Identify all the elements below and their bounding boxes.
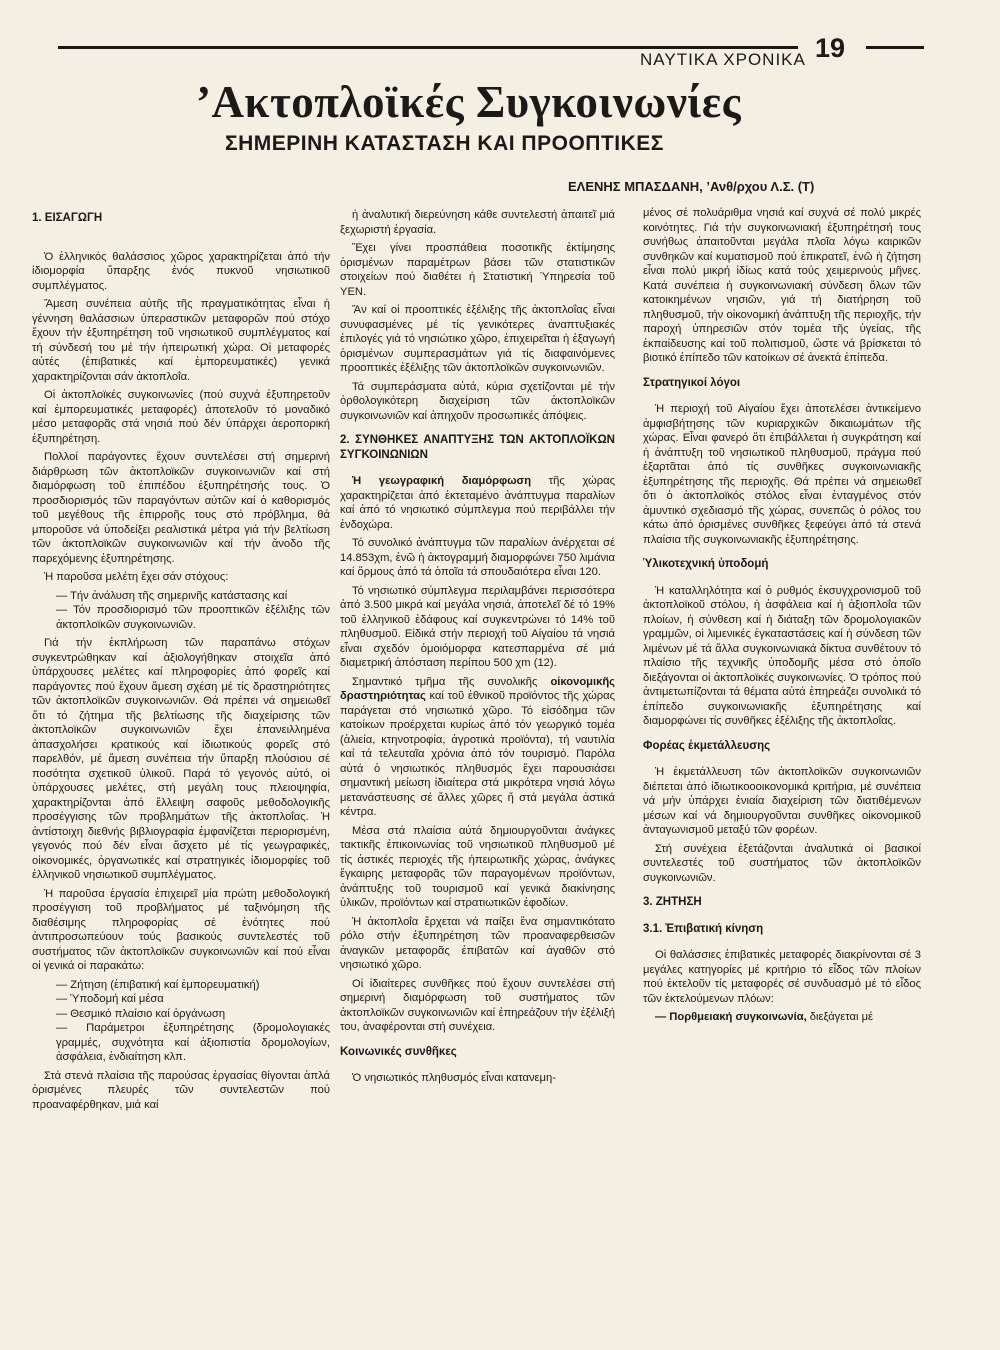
paragraph-text: διεξάγεται μέ <box>806 1011 874 1023</box>
list-item: — Ζήτηση (ἐπιβατική καί ἐμπορευματική) <box>56 978 260 991</box>
factors-list <box>32 978 330 1065</box>
column-2 <box>340 208 615 1090</box>
column-3 <box>643 206 921 1029</box>
list-item: — Τήν ἀνάλυση τῆς σημερινῆς κατάστασης καί <box>56 589 288 602</box>
paragraph: Ἡ παροῦσα μελέτη ἔχει σάν στόχους: <box>44 571 229 583</box>
page-number: 19 <box>815 33 846 63</box>
paragraph: Οἱ ἰδιαίτερες συνθῆκες πού ἔχουν συντελέσει στή σημερινή διαμόρφωση τοῦ συστήματος τῶν ἀκτοπλοϊκῶν συγκοινωνιῶν καί ἐπηρεάζουν τήν ἐξέλιξή του, ἀναφέρονται στή συνέχεια. <box>340 977 615 1033</box>
paragraph: Ἔχει γίνει προσπάθεια ποσοτικῆς ἐκτίμησης ὁρισμένων παραμέτρων βάσει τῶν στατιστικῶν στοιχείων πού διαθέτει ἡ Στατιστική Ὑπηρεσία τοῦ ΥΕΝ. <box>340 242 615 298</box>
subheading-passenger-traffic: 3.1. Ἐπιβατική κίνηση <box>643 922 764 935</box>
paragraph: Ὁ ἑλληνικός θαλάσσιος χῶρος χαρακτηρίζεται ἀπό τήν ἰδιομορφία ὕπαρξης ἑνός πυκνοῦ νησιωτικοῦ συμπλέγματος. <box>32 250 330 292</box>
bold-term: οἰκονομικῆς δραστηριότητας <box>340 675 615 702</box>
paragraph: Ἄμεση συνέπεια αὐτῆς τῆς πραγματικότητας εἶναι ἡ γέννηση θαλάσσιων ὑπεραστικῶν μεταφορῶν πού στόχο ἔχουν τήν ἐξυπηρέτηση τοῦ νησιωτικοῦ συμπλέγματος καί τή σύνδεσή του μέ τήν ἠπειρωτική χώρα. Οἱ μεταφορές αὐτές (ἐπιβατικές καί ἐμπορευματικές) γενικά χαρακτηρίζονται σάν ἀκτοπλοΐα. <box>32 298 330 383</box>
paragraph: Οἱ θαλάσσιες ἐπιβατικές μεταφορές διακρίνονται σέ 3 μεγάλες κατηγορίες μέ κριτήριο τό εἶδος τῶν πλοίων πού ἐκτελοῦν τίς μεταφορές σέ συνδυασμό μέ τό εἶδος τῶν ἐκτελούμενων πλόων: <box>643 949 921 1005</box>
list-item: — Ὑποδομή καί μέσα <box>56 993 164 1005</box>
header-rule-left <box>58 46 798 49</box>
list-item: — Θεσμικό πλαίσιο καί ὀργάνωση <box>56 1007 226 1020</box>
paragraph: Τά συμπεράσματα αὐτά, κύρια σχετίζονται μέ τήν ὀρθολογικότερη διαχείριση τῶν ἀκτοπλοϊκῶν συγκοινωνιῶν καί ἀπηχοῦν προσωπικές ἀπόψεις. <box>340 380 615 422</box>
article-title: ’Ακτοπλοϊκές Συγκοινωνίες <box>196 77 742 127</box>
paragraph: Γιά τήν ἐκπλήρωση τῶν παραπάνω στόχων συγκεντρώθηκαν καί ἀξιολογήθηκαν στοιχεῖα ἀπό ὑπάρχουσες μελέτες καί πληροφορίες ἀπό φορεῖς καί παράγοντες πού ἔχουν ἄμεση σχέση μέ τίς δραστηριότητες τῶν ἀκτοπλοϊκῶν συγκοινωνιῶν. Θά πρέπει νά σημειωθεῖ ὅτι τό ζήτημα τῆς βελτίωσης τῆς διαχείρισης τῶν ἀκτοπλοϊκῶν συγκοινωνιῶν ἔχει ἐπανειλλημένα ἀπασχολήσει κρατικούς καί ἰδιωτικούς φορεῖς στό παρελθόν, μέ ἄμεση συνέπεια τήν ὕπαρξη πλούσιου σέ ποσότητα σχετικοῦ ὑλικοῦ. Παρά τό γεγονός αὐτό, οἱ ὑπάρχουσες μελέτες, στή μεγάλη τους πλειοψηφία, χαρακτηρίζονται ἀπό ἔλλειψη σαφοῦς μεθοδολογικῆς προσέγγισης τῶν προβλημάτων τῆς ἀκτοπλοΐας. Ἡ ἀντίστοιχη διεθνής βιβλιογραφία ἐμφανίζεται περιορισμένη, γεγονός πού δέν εἶναι ἄσχετο μέ τίς γεωγραφικές, οἰκονομικές, ὀργανωτικές καί στρατηγικές ἰδιομορφίες τοῦ ἑλληνικοῦ νησιωτικοῦ συμπλέγματος. <box>32 637 330 881</box>
paragraph: ἡ ἀναλυτική διερεύνηση κάθε συντελεστή ἀπαιτεῖ μιά ξεχωριστή ἐργασία. <box>340 209 615 236</box>
bold-term: Ἡ γεωγραφική διαμόρφωση <box>352 475 532 487</box>
paragraph: Οἱ ἀκτοπλοϊκές συγκοινωνίες (πού συχνά ἐξυπηρετοῦν καί ἐμπορευματικές μεταφορές) ἀποτελοῦν τό μοναδικό μέσο μεταφορᾶς στά νησιά πού δέν ὑπάρχει ἀεροπορική ἐξυπηρέτηση. <box>32 389 330 445</box>
paragraph: Τό νησιωτικό σύμπλεγμα περιλαμβάνει περισσότερα ἀπό 3.500 μικρά καί μεγάλα νησιά, ἀποτελεῖ δέ τό 19% τοῦ ἑλληνικοῦ ἐδάφους καί συγκεντρώνει τό 14% τοῦ πληθυσμοῦ. Εἰδικά στήν περιοχή τοῦ Αἰγαίου τά νησιά εἶναι σχεδόν ὁμοιόμορφα κατεσπαρμένα σέ μιά διαμετρική ἀπόσταση περίπου 500 χm (12). <box>340 584 615 669</box>
paragraph-text: Σημαντικό τμῆμα τῆς συνολικῆς <box>352 675 551 688</box>
paragraph: Ἡ ἀκτοπλοΐα ἔρχεται νά παίξει ἕνα σημαντικότατο ρόλο στήν ἐξυπηρέτηση τῶν προαναφερθεισῶν ἀναγκῶν μεταφορᾶς ἐπιβατῶν καί ἀγαθῶν στό νησιωτικό χῶρο. <box>340 915 615 971</box>
paragraph <box>643 1010 921 1025</box>
section-heading-conditions: 2. ΣΥΝΘΗΚΕΣ ΑΝΑΠΤΥΞΗΣ ΤΩΝ ΑΚΤΟΠΛΟΪΚΩΝ ΣΥΓΚΟΙΝΩΝΙΩΝ <box>340 434 615 461</box>
header-rule-right <box>866 46 924 49</box>
paragraph: Στή συνέχεια ἐξετάζονται ἀναλυτικά οἱ βασικοί συντελεστές τοῦ συστήματος τῶν ἀκτοπλοϊκῶν συγκοινωνιῶν. <box>643 842 921 884</box>
paragraph: μένος σέ πολυάριθμα νησιά καί συχνά σέ πολύ μικρές κοινότητες. Γιά τήν συγκοινωνιακή ἐξυπηρέτησή τους συνήθως ἀπαιτοῦνται μεγάλα πλοῖα λόγω καιρικῶν συνθηκῶν καί κυματισμοῦ πού ἐπικρατεῖ, ἐνῶ ἡ ζήτηση εἶναι πολύ μικρή ἰδίως κατά τούς χειμερινούς μῆνες. Κατά συνέπεια ἡ συγκοινωνιακή σύνδεση ὅλων τῶν κατοικημένων νησιῶν, γιά τή διατήρηση τοῦ πληθυσμοῦ, τήν οἰκονομική ἀνάπτυξη τῆς περιοχῆς, τήν παροχή ὑπηρεσιῶν στόν τομέα τῆς ὑγείας, τῆς ἐκπαίδευσης καί τοῦ πολιτισμοῦ, ὥστε νά βρίσκεται τό βιοτικό ἐπίπεδο τῶν κατοίκων σέ ἀνεκτά ἐπίπεδα. <box>643 207 921 364</box>
bold-term: — Πορθμειακή συγκοινωνία, <box>655 1011 807 1023</box>
subheading-operator: Φορέας ἐκμετάλλευσης <box>643 739 771 752</box>
article-author: ΕΛΕΝΗΣ ΜΠΑΣΔΑΝΗ, ’Ανθ/ρχου Λ.Σ. (Τ) <box>568 179 815 194</box>
paragraph: Ἄν καί οἱ προοπτικές ἐξέλιξης τῆς ἀκτοπλοΐας εἶναι συνυφασμένες μέ τίς γενικότερες ἀναπτυξιακές ἐπιλογές γιά τό νησιώτικο χῶρο, ἐπιχειρεῖται ἡ ἐξαγωγή ὁρισμένων συμπερασμάτων γιά τίς διαφαινόμενες προοπτικές ἐξέλιξης τῶν ἀκτοπλοϊκῶν συγκοινωνιῶν. <box>340 304 615 374</box>
column-1 <box>32 207 330 1116</box>
article-subtitle: ΣΗΜΕΡΙΝΗ ΚΑΤΑΣΤΑΣΗ ΚΑΙ ΠΡΟΟΠΤΙΚΕΣ <box>225 132 664 155</box>
paragraph: Ἡ περιοχή τοῦ Αἰγαίου ἔχει ἀποτελέσει ἀντικείμενο ἀμφισβήτησης τῶν κυριαρχικῶν δικαιωμάτων τῆς χώρας. Εἶναι φανερό ὅτι ἐπιβάλλεται ἡ συγκράτηση καί ἡ ἀνάπτυξη τοῦ νησιωτικοῦ πληθυσμοῦ, πράγμα πού ἐξαρτᾶται ἀπό τίς συνθῆκες συγκοινωνιακῆς ἐξυπηρέτησης τῆς περιοχῆς. Θά πρέπει νά σημειωθεῖ ὅτι ὁ ἀκτοπλοϊκός στόλος εἶναι ἐνταγμένος στόν ἀμυντικό σχεδιασμό τῆς χώρας, συνεπῶς ὁ ρόλος του κάτω ἀπό ὁρισμένες συνθῆκες ξεφεύγει ἀπό τά στενά πλαίσια τῆς συγκοινωνιακῆς ἐξυπηρέτησης. <box>643 403 921 546</box>
list-item: — Τόν προσδιορισμό τῶν προοπτικῶν ἐξέλιξης τῶν ἀκτοπλοϊκῶν συγκοινωνιῶν. <box>56 604 330 631</box>
section-heading-intro: 1. ΕΙΣΑΓΩΓΗ <box>32 212 103 224</box>
paragraph-text: καί τοῦ ἐθνικοῦ προϊόντος τῆς χώρας παράγεται στό νησιωτικό χῶρο. Τό εἰσόδημα τῶν κατοίκων προέρχεται κυρίως ἀπό τόν γεωργικό τομέα (ἁλιεία, κτηνοτροφία, ἀγροτικά προϊόντα), τή ναυτιλία καί τά τελευταῖα χρόνια ἀπό τόν τουρισμό. Παρόλα αὐτά ὁ νησιωτικός πληθυσμός ἔχει παρουσιάσει σημαντική μείωση ἰδιαίτερα στά μικρότερα νησιά λόγω μετανάστευσης σέ ἄλλες χῶρες ἤ στά μεγάλα ἀστικά κέντρα. <box>340 690 615 818</box>
subheading-strategic: Στρατηγικοί λόγοι <box>643 376 741 389</box>
paragraph: Πολλοί παράγοντες ἔχουν συντελέσει στή σημερινή διάρθρωση τῶν ἀκτοπλοϊκῶν συγκοινωνιῶν καί στή διαμόρφωση τοῦ ἐπιπέδου ἐξυπηρέτησής τους. Ὁ προσδιορισμός τῶν παραγόντων αὐτῶν καί ὁ καθορισμός τοῦ μεγέθους τῆς ἐπιρροῆς τους στό πρόβλημα, θά μποροῦσε νά ὑποδείξει ρεαλιστικά μέτρα γιά τήν βελτίωση τῶν ἀκτοπλοϊκῶν συγκοινωνιῶν καί τήν ἄνοδο τῆς παρεχόμενης ἐξυπηρέτησης. <box>32 451 330 565</box>
paragraph: Ἡ ἐκμετάλλευση τῶν ἀκτοπλοϊκῶν συγκοινωνιῶν διέπεται ἀπό ἰδιωτικοοοικονομικά κριτήρια, μέ συνέπεια νά μήν ὑπάρχει ἑνιαία διαχείριση τῶν διατιθέμενων μέσων καί νά δημιουργοῦνται συνθῆκες οἰκονομικοῦ ἀνταγωνισμοῦ μεταξύ τῶν φορέων. <box>643 766 921 836</box>
subheading-infrastructure: Ὑλικοτεχνική ὑποδομή <box>643 558 769 570</box>
paragraph-text: τῆς χώρας χαρακτηρίζεται ἀπό ἐκτεταμένο ἀνάπτυγμα παραλίων καί ἀπό τό νησιωτικό σύμπλεγμα πού περιβάλλει τήν ἐνδοχώρα. <box>340 475 616 531</box>
paragraph: Ὁ νησιωτικός πληθυσμός εἶναι κατανεμη- <box>352 1072 556 1084</box>
list-item: — Παράμετροι ἐξυπηρέτησης (δρομολογιακές γραμμές, συχνότητα καί ἀξιοπιστία δρομολογίων, ἀσφάλεια, ἐνδιαίτηση κλπ. <box>56 1022 330 1063</box>
paragraph: Ἡ καταλληλότητα καί ὁ ρυθμός ἐκσυγχρονισμοῦ τοῦ ἀκτοπλοϊκοῦ στόλου, ἡ ἀσφάλεια καί ἡ ἀξιοπλοΐα τῶν πλοίων, ἡ σύνθεση καί ἡ διάταξη τῶν δρομολογιακῶν γραμμῶν, οἱ λιμενικές ἐγκαταστάσεις καί ἡ σύνδεση τῶν λιμένων μέ τά ἄλλα συγκοινωνιακά δίκτυα συνθέτουν τό πλαίσιο τῆς τεχνικῆς ὑποδομῆς μέσα στό ὁποῖο διεξάγονται οἱ ἀκτοπλοϊκές συγκοινωνίες. Ὁ τρόπος πού ἀντιμετωπίζονται τά θέματα αὐτά ἐπηρεάζει συνολικά τό ἐπίπεδο συγκοινωνιακῆς ἐξυπηρέτησης καί διαμορφώνει τίς συνθῆκες ἐξέλιξης τῆς ἀκτοπλοΐας. <box>643 584 921 727</box>
subheading-social: Κοινωνικές συνθῆκες <box>340 1045 457 1058</box>
paragraph: Ἡ παροῦσα ἐργασία ἐπιχειρεῖ μία πρώτη μεθοδολογική προσέγγιση τοῦ προβλήματος μέ ταξινόμηση τῆς διαθέσιμης πληροφορίας σέ ἑνότητες πού ἀντιπροσωπεύουν τούς βασικούς συντελεστές τοῦ συστήματος τῶν ἀκτοπλοϊκῶν συγκοινωνιῶν καί πού εἶναι οἱ γενικά οἱ παρακάτω: <box>32 887 330 972</box>
paragraph: Στά στενά πλαίσια τῆς παρούσας ἐργασίας θίγονται ἁπλά ὁρισμένες πλευρές τῶν συντελεστῶν πού προαναφέρθηκαν, μιά καί <box>32 1069 330 1111</box>
magazine-name: ΝΑΥΤΙΚΑ ΧΡΟΝΙΚΑ <box>640 50 806 69</box>
section-heading-demand: 3. ΖΗΤΗΣΗ <box>643 896 702 908</box>
goals-list <box>32 589 330 633</box>
paragraph: Μέσα στά πλαίσια αὐτά δημιουργοῦνται ἀνάγκες τακτικῆς ἐπικοινωνίας τοῦ νησιωτικοῦ πληθυσμοῦ μέ τίς ἀστικές περιοχές τῆς ἠπειρωτικῆς χώρας, ἀνάγκες ἔγκαιρης μεταφορᾶς τῶν παραγομένων προϊόντων, ἀνάπτυξης τοῦ τουρισμοῦ καί γενικά διακίνησης ὑλικῶν, προϊόντων καί στρατιωτικῶν ἐφοδίων. <box>340 824 615 909</box>
paragraph <box>340 474 615 532</box>
paragraph: Τό συνολικό ἀνάπτυγμα τῶν παραλίων ἀνέρχεται σέ 14.853χm, ἐνῶ ἡ ἀκτογραμμή διαμορφώνει 750 λιμάνια καί ὅρμους ἀπό τά ὁποῖα τά σπουδαιότερα εἶναι 120. <box>340 537 615 578</box>
paragraph <box>340 675 615 820</box>
